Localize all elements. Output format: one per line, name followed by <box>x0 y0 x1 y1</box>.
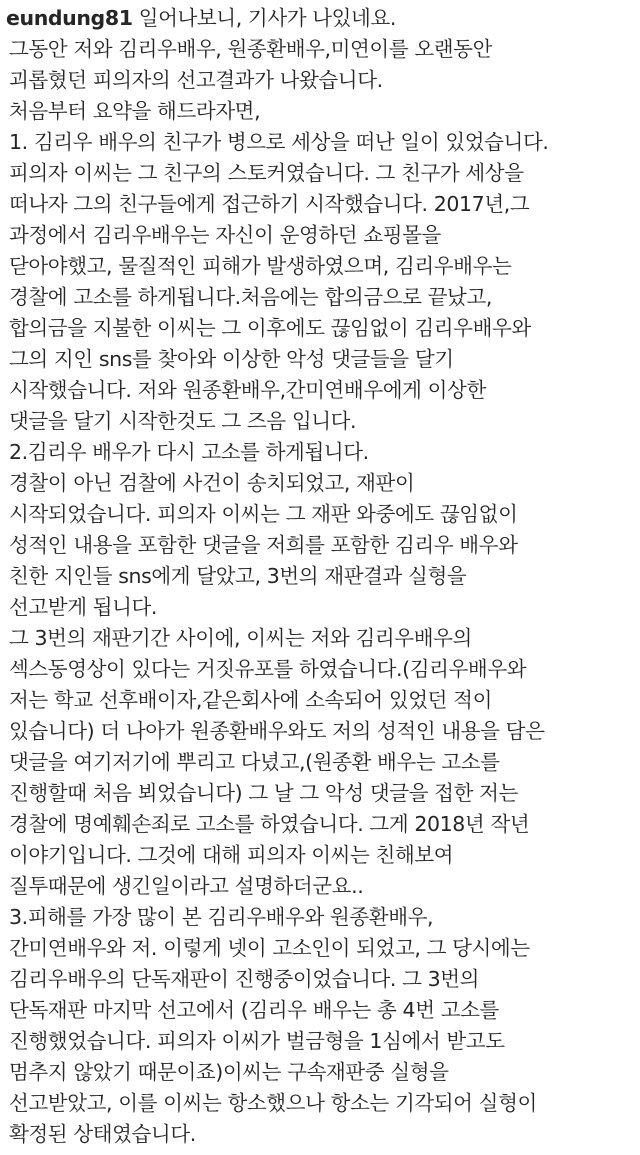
caption-line: 처음부터 요약을 해드라자면, <box>9 99 261 123</box>
caption-line: 성적인 내용을 포함한 댓글을 저희를 포함한 김리우 배우와 <box>9 533 518 557</box>
caption-line: 2.김리우 배우가 다시 고소를 하게됩니다. <box>9 440 369 464</box>
caption-text: 일어나보니, 기사가 나있네요. <box>132 6 396 30</box>
caption-line: 시작했습니다. 저와 원종환배우,간미연배우에게 이상한 <box>9 378 486 402</box>
caption-line: 합의금을 지불한 이씨는 그 이후에도 끊임없이 김리우배우와 <box>9 316 531 340</box>
username-link[interactable]: eundung81 <box>6 6 133 30</box>
caption-line: 간미연배우와 저. 이렇게 넷이 고소인이 되었고, 그 당시에는 <box>9 936 530 960</box>
caption-line: 단독재판 마지막 선고에서 (김리우 배우는 총 4번 고소를 <box>9 998 499 1022</box>
caption-line: 떠나자 그의 친구들에게 접근하기 시작했습니다. 2017년,그 <box>9 192 530 216</box>
caption-line: 그동안 저와 김리우배우, 원종환배우,미연이를 오랜동안 <box>9 37 492 61</box>
caption-line: 선고받았고, 이를 이씨는 항소했으나 항소는 기각되어 실형이 <box>9 1091 537 1115</box>
caption-line: 저는 학교 선후배이자,같은회사에 소속되어 있었던 적이 <box>9 688 492 712</box>
caption-line: 댓글을 여기저기에 뿌리고 다녔고,(원종환 배우는 고소를 <box>9 750 500 774</box>
caption-line: 그 3번의 재판기간 사이에, 이씨는 저와 김리우배우의 <box>9 626 472 650</box>
caption-line: 괴롭혔던 피의자의 선고결과가 나왔습니다. <box>9 68 383 92</box>
caption-line: 피의자 이씨는 그 친구의 스토커였습니다. 그 친구가 세상을 <box>9 161 524 185</box>
caption-line: 3.피해를 가장 많이 본 김리우배우와 원종환배우, <box>9 905 434 929</box>
caption-line: 1. 김리우 배우의 친구가 병으로 세상을 떠난 일이 있었습니다. <box>9 130 549 154</box>
caption-line: 있습니다) 더 나아가 원종환배우와도 저의 성적인 내용을 담은 <box>9 719 545 743</box>
caption-line: 닫아야했고, 물질적인 피해가 발생하였으며, 김리우배우는 <box>9 254 512 278</box>
caption-line: 김리우배우의 단독재판이 진행중이었습니다. 그 3번의 <box>9 967 480 991</box>
caption-line: 진행할때 처음 뵈었습니다) 그 날 그 악성 댓글을 접한 저는 <box>9 781 518 805</box>
caption-line: 섹스동영상이 있다는 거짓유포를 하였습니다.(김리우배우와 <box>9 657 527 681</box>
caption-line: 멈추지 않았기 때문이죠)이씨는 구속재판중 실형을 <box>9 1060 449 1084</box>
caption-line: 경찰에 명예훼손죄로 고소를 하였습니다. 그게 2018년 작년 <box>9 812 530 836</box>
caption-line: 선고받게 됩니다. <box>9 595 158 619</box>
caption-line: 이야기입니다. 그것에 대해 피의자 이씨는 친해보여 <box>9 843 454 867</box>
caption-line-1 <box>6 1 640 35</box>
caption-line: 시작되었습니다. 피의자 이씨는 그 재판 와중에도 끊임없이 <box>9 502 518 526</box>
caption-line: 과정에서 김리우배우는 자신이 운영하던 쇼핑몰을 <box>9 223 441 247</box>
caption-line: 질투때문에 생긴일이라고 설명하더군요.. <box>9 874 364 898</box>
caption-line: 확정된 상태였습니다. <box>9 1122 196 1146</box>
caption-line: 그의 지인 sns를 찾아와 이상한 악성 댓글들을 달기 <box>9 347 454 371</box>
caption-line: 댓글을 달기 시작한것도 그 즈음 입니다. <box>9 409 357 433</box>
caption-line: 친한 지인들 sns에게 달았고, 3번의 재판결과 실형을 <box>9 564 467 588</box>
caption-line: 경찰에 고소를 하게됩니다.처음에는 합의금으로 끝났고, <box>9 285 492 309</box>
caption-line: 경찰이 아닌 검찰에 사건이 송치되었고, 재판이 <box>9 471 415 495</box>
caption-line: 진행했었습니다. 피의자 이씨가 벌금형을 1심에서 받고도 <box>9 1029 505 1053</box>
